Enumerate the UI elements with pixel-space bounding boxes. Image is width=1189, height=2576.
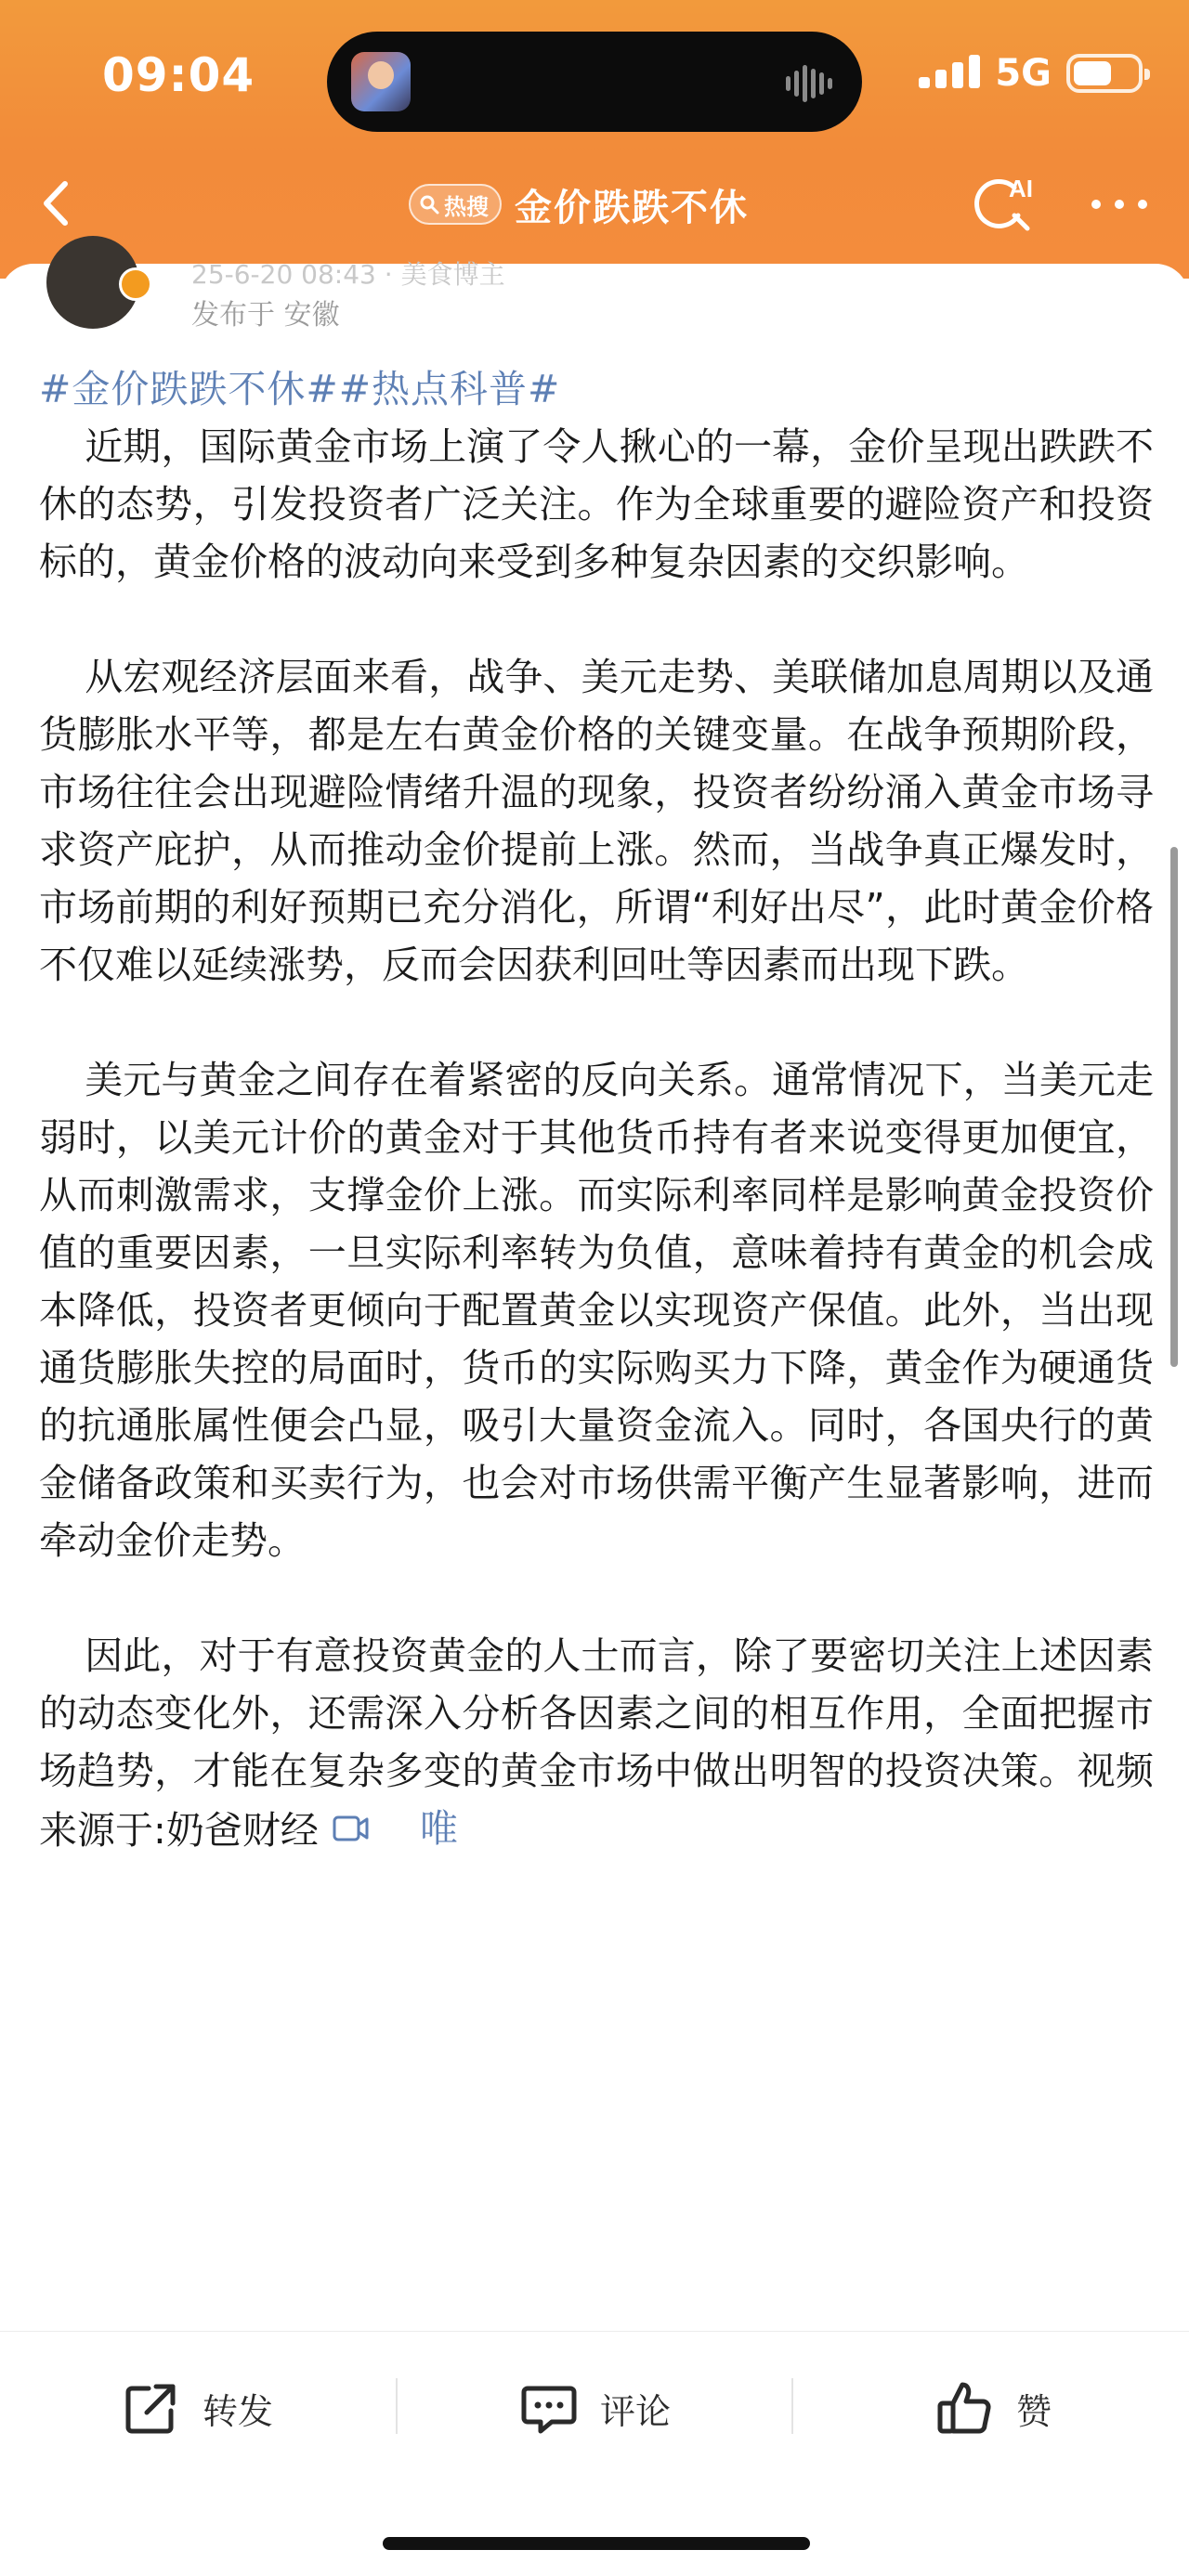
audio-wave-icon	[784, 63, 836, 104]
repost-button[interactable]	[121, 2371, 273, 2445]
share-icon	[121, 2377, 182, 2439]
video-link-label: 唯	[420, 1806, 459, 1851]
publish-location: 发布于 安徽	[191, 299, 340, 332]
paragraph-3: 美元与黄金之间存在着紧密的反向关系。通常情况下，当美元走弱时，以美元计价的黄金对于其他货币持有者来说变得更加便宜，从而刺激需求，支撑金价上涨。而实际利率同样是影响黄金投资价值的重要因素，一旦实际利率转为负值，意味着持有黄金的机会成本降低，投资者更倾向于配置黄金以实现资产保值。此外，当出现通货膨胀失控的局面时，货币的实际购买力下降，黄金作为硬通货的抗通胀属性便会凸显，吸引大量资金流入。同时，各国央行的黄金储备政策和买卖行为，也会对市场供需平衡产生显著影响，进而牵动金价走势。	[39, 1058, 1154, 1563]
ai-label: AI	[1009, 175, 1033, 202]
verified-badge-icon	[119, 267, 152, 301]
thumbs-up-icon	[934, 2377, 996, 2439]
hashtag-links[interactable]: #金价跌跌不休##热点科普#	[39, 367, 561, 411]
ai-search-icon[interactable]	[966, 167, 1040, 241]
status-icons	[919, 50, 1143, 97]
scrollbar-thumb[interactable]	[1170, 847, 1178, 1367]
signal-icon	[919, 55, 980, 92]
post-body	[39, 360, 1154, 1859]
nav-bar	[0, 158, 1189, 251]
home-indicator[interactable]	[383, 2537, 810, 2550]
search-icon	[418, 193, 440, 215]
like-button[interactable]	[934, 2371, 1052, 2445]
paragraph-4-text: 因此，对于有意投资黄金的人士而言，除了要密切关注上述因素的动态变化外，还需深入分析各因素之间的相互作用，全面把握市场趋势，才能在复杂多变的黄金市场中做出明智的投资决策。视频来源于:奶爸财经	[39, 1633, 1154, 1853]
hot-badge-label: 热搜	[444, 193, 489, 220]
post-content-sheet	[0, 259, 1189, 2576]
hot-search-badge[interactable]	[409, 184, 502, 225]
nav-title-group	[409, 176, 749, 232]
page-title: 金价跌跌不休	[515, 186, 749, 229]
paragraph-2: 从宏观经济层面来看，战争、美元走势、美联储加息周期以及通货膨胀水平等，都是左右黄金价格的关键变量。在战争预期阶段，市场往往会出现避险情绪升温的现象，投资者纷纷涌入黄金市场寻求资产庇护，从而推动金价提前上涨。然而，当战争真正爆发时，市场前期的利好预期已充分消化，所谓“利好出尽”，此时黄金价格不仅难以延续涨势，反而会因获利回吐等因素而出现下跌。	[39, 655, 1154, 987]
paragraph-4	[39, 1627, 1154, 1859]
divider	[396, 2378, 398, 2434]
action-bar	[0, 2331, 1189, 2489]
video-link[interactable]	[332, 1800, 458, 1857]
island-album-art	[351, 52, 411, 111]
header	[0, 0, 1189, 279]
paragraph-1: 近期，国际黄金市场上演了令人揪心的一幕，金价呈现出跌跌不休的态势，引发投资者广泛关注。作为全球重要的避险资产和投资标的，黄金价格的波动向来受到多种复杂因素的交织影响。	[39, 424, 1154, 584]
like-label: 赞	[1016, 2390, 1052, 2432]
comment-button[interactable]	[518, 2371, 671, 2445]
author-meta: 25-6-20 08:43 · 美食博主	[191, 259, 505, 290]
divider	[791, 2378, 793, 2434]
battery-icon	[1066, 54, 1143, 93]
back-icon[interactable]	[28, 173, 89, 234]
more-icon[interactable]	[1087, 193, 1152, 215]
network-label: 5G	[995, 52, 1052, 95]
status-time: 09:04	[102, 48, 255, 102]
video-play-icon	[332, 1814, 369, 1843]
repost-label: 转发	[203, 2390, 274, 2432]
comment-label: 评论	[600, 2390, 672, 2432]
dynamic-island[interactable]	[327, 32, 862, 132]
comment-icon	[518, 2377, 580, 2439]
battery-level	[1074, 61, 1111, 85]
